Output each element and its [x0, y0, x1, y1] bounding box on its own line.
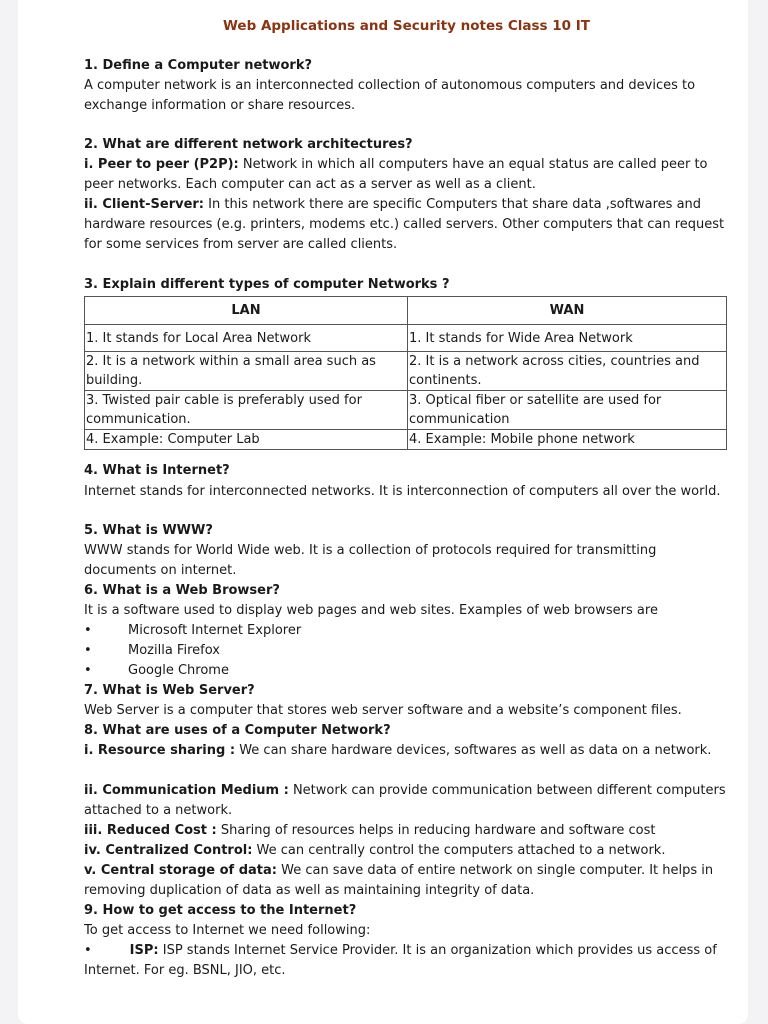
q9-intro: To get access to Internet we need following: — [84, 923, 371, 938]
table-cell-wan: 3. Optical fiber or satellite are used for communication — [408, 391, 727, 430]
document-page — [18, 0, 748, 1024]
table-row — [85, 325, 727, 352]
q6-heading: 6. What is a Web Browser? — [84, 583, 280, 598]
table-row — [85, 352, 727, 391]
q2-p2p: i. Peer to peer (P2P): Network in which all computers have an equal status are called peer to peer networks. Each computer can act as a server as well as a client. — [84, 157, 708, 192]
q8-use-central-storage: v. Central storage of data: We can save data of entire network on single computer. It helps in removing duplication of data as well as maintaining integrity of data. — [84, 863, 714, 898]
table-row — [85, 430, 727, 450]
q4-heading: 4. What is Internet? — [84, 463, 230, 478]
table-header-row — [85, 297, 727, 325]
table-cell-lan: 4. Example: Computer Lab — [85, 430, 408, 450]
bullet-icon: • — [84, 943, 92, 958]
q9-heading: 9. How to get access to the Internet? — [84, 903, 357, 918]
q2-client-server: ii. Client-Server: In this network there are specific Computers that share data ,softwares and hardware resources (e.g. printers, modems etc.) called servers. Other computers that can request for some services from server are called clients. — [84, 197, 725, 252]
table-cell-wan: 1. It stands for Wide Area Network — [408, 325, 727, 352]
q1-heading: 1. Define a Computer network? — [84, 58, 313, 73]
table-cell-lan: 2. It is a network within a small area such as building. — [85, 352, 408, 391]
q8-use-communication: ii. Communication Medium : Network can provide communication between different computers attached to a network. — [84, 783, 726, 818]
table-cell-lan: 3. Twisted pair cable is preferably used for communication. — [85, 391, 408, 430]
q4-answer: Internet stands for interconnected networks. It is interconnection of computers all over the world. — [84, 484, 721, 499]
table-header-lan: LAN — [85, 297, 408, 325]
table-row — [85, 391, 727, 430]
q8-heading: 8. What are uses of a Computer Network? — [84, 723, 391, 738]
bullet-icon: • — [84, 623, 92, 638]
q8-use-resource-sharing: i. Resource sharing : We can share hardware devices, softwares as well as data on a network. — [84, 743, 712, 758]
browser-name: Mozilla Firefox — [128, 643, 220, 658]
q8-use-reduced-cost: iii. Reduced Cost : Sharing of resources helps in reducing hardware and software cost — [84, 823, 656, 838]
table-cell-wan: 4. Example: Mobile phone network — [408, 430, 727, 450]
browser-name: Microsoft Internet Explorer — [128, 623, 302, 638]
table-header-wan: WAN — [408, 297, 727, 325]
lan-wan-table — [84, 296, 727, 450]
q1-answer: A computer network is an interconnected collection of autonomous computers and devices to exchange information or share resources. — [84, 78, 696, 113]
q7-answer: Web Server is a computer that stores web server software and a website’s component files. — [84, 703, 682, 718]
q9-isp-item: • ISP: ISP stands Internet Service Provider. It is an organization which provides us access of Internet. For eg. BSNL, JIO, etc. — [84, 943, 717, 978]
q7-heading: 7. What is Web Server? — [84, 683, 255, 698]
table-cell-wan: 2. It is a network across cities, countries and continents. — [408, 352, 727, 391]
table-cell-lan: 1. It stands for Local Area Network — [85, 325, 408, 352]
q3-heading: 3. Explain different types of computer Networks ? — [84, 277, 450, 292]
q5-heading: 5. What is WWW? — [84, 523, 213, 538]
bullet-icon: • — [84, 663, 92, 678]
document-title: Web Applications and Security notes Class 10 IT — [223, 18, 590, 34]
q6-answer: It is a software used to display web pages and web sites. Examples of web browsers are — [84, 603, 658, 618]
bullet-icon: • — [84, 643, 92, 658]
q2-heading: 2. What are different network architectures? — [84, 137, 413, 152]
q5-answer: WWW stands for World Wide web. It is a collection of protocols required for transmitting documents on internet. — [84, 543, 657, 578]
browser-name: Google Chrome — [128, 663, 229, 678]
q8-use-centralized-control: iv. Centralized Control: We can centrally control the computers attached to a network. — [84, 843, 666, 858]
